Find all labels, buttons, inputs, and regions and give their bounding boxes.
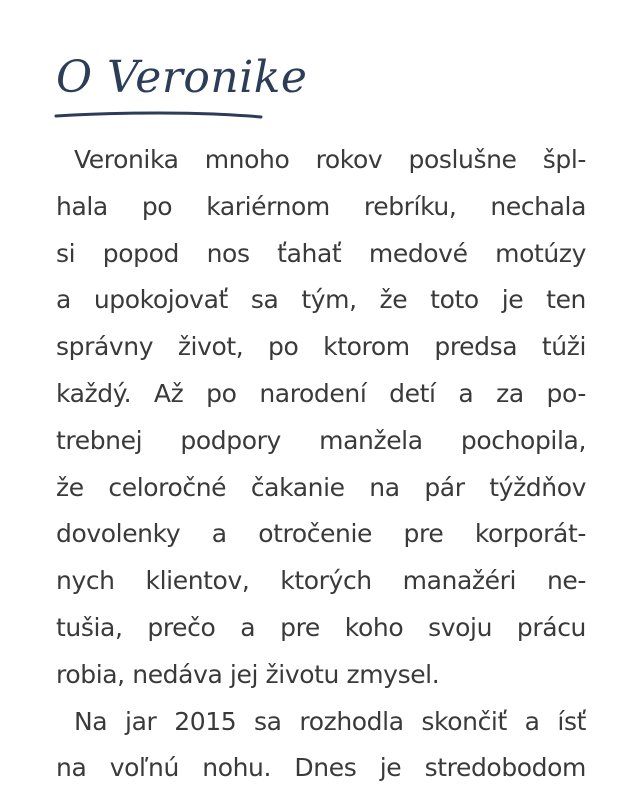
text-line: Veronika mnoho rokov poslušne špl-: [74, 145, 586, 174]
paragraph-1: [56, 137, 586, 699]
text-line: si popod nos ťahať medové motúzy: [56, 238, 586, 268]
text-line: tušia, prečo a pre koho svoju prácu: [56, 612, 586, 642]
text-line: správny život, po ktorom predsa túži: [56, 332, 586, 362]
heading-underline-stroke: [54, 104, 264, 122]
text-line: dovolenky a otročenie pre korporát-: [56, 519, 586, 549]
text-line: hala po kariérnom rebríku, nechala: [56, 191, 586, 221]
text-line: každý. Až po narodení detí a za po-: [56, 378, 586, 408]
text-line: nych klientov, ktorých manažéri ne-: [56, 566, 586, 596]
chapter-heading: O Veronike: [56, 52, 308, 103]
text-line: trebnej podpory manžela pochopila,: [56, 425, 586, 455]
text-line: na voľnú nohu. Dnes je stredobodom: [56, 753, 586, 783]
text-line: robia, nedáva jej životu zmysel.: [56, 659, 440, 689]
text-line: a upokojovať sa tým, že toto je ten: [56, 285, 586, 315]
paragraph-2: [56, 699, 586, 793]
text-line: že celoročné čakanie na pár týždňov: [56, 472, 586, 502]
text-line: Na jar 2015 sa rozhodla skončiť a ísť: [74, 706, 586, 736]
body-text: [56, 137, 586, 792]
